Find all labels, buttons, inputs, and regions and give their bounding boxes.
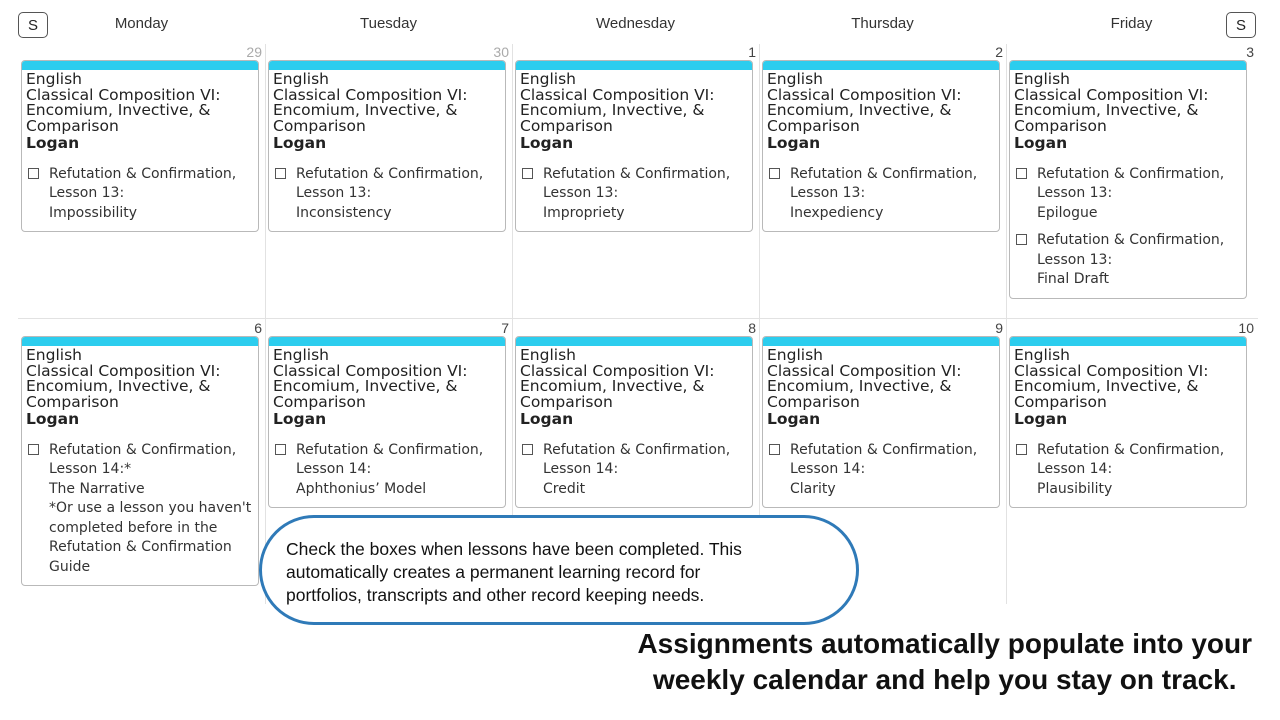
course-title-line: Classical Composition VI: bbox=[767, 85, 962, 104]
course-title-line: Encomium, Invective, & bbox=[1014, 101, 1199, 119]
column-divider bbox=[1006, 44, 1007, 604]
student-name: Logan bbox=[520, 410, 574, 428]
course-title-line: Classical Composition VI: bbox=[520, 361, 715, 380]
prev-week-button[interactable]: S bbox=[18, 12, 48, 38]
course-title-line: Comparison bbox=[520, 392, 613, 411]
date-number: 30 bbox=[493, 44, 509, 60]
card-header bbox=[1010, 346, 1246, 428]
day-header-tuesday: Tuesday bbox=[360, 15, 417, 32]
assignment-card bbox=[268, 60, 506, 232]
lesson-text-line: Refutation & Confirmation, bbox=[49, 165, 237, 182]
lesson-text-line: Refutation & Confirmation, bbox=[296, 165, 484, 182]
card-header bbox=[516, 346, 752, 428]
lesson-text-line: Inconsistency bbox=[296, 204, 392, 221]
course-title-line: Comparison bbox=[1014, 116, 1107, 135]
course-color-bar bbox=[763, 337, 999, 346]
date-number: 10 bbox=[1238, 320, 1254, 336]
subject-label: English bbox=[1014, 346, 1070, 364]
course-title-line: Classical Composition VI: bbox=[273, 85, 468, 104]
headline-line: Assignments automatically populate into your bbox=[637, 628, 1252, 659]
lesson-text-line: Refutation & Confirmation, bbox=[543, 165, 731, 182]
assignment-card bbox=[268, 336, 506, 508]
lesson-text-line: Lesson 13: bbox=[49, 185, 125, 201]
lesson-text-line: Refutation & Confirmation, bbox=[1037, 232, 1225, 248]
course-title-line: Classical Composition VI: bbox=[767, 361, 962, 380]
course-title-line: Comparison bbox=[26, 116, 119, 135]
course-title-line: Encomium, Invective, & bbox=[767, 101, 952, 119]
card-header bbox=[763, 346, 999, 428]
course-color-bar bbox=[763, 61, 999, 70]
date-number: 9 bbox=[995, 320, 1003, 336]
course-color-bar bbox=[22, 61, 258, 70]
lesson-text-line: Inexpediency bbox=[790, 204, 884, 221]
course-title-line: Classical Composition VI: bbox=[273, 361, 468, 380]
lesson-checkbox[interactable] bbox=[1016, 168, 1027, 179]
course-title-line: Comparison bbox=[26, 392, 119, 411]
lesson-checkbox[interactable] bbox=[1016, 444, 1027, 455]
course-color-bar bbox=[269, 337, 505, 346]
course-title-line: Comparison bbox=[273, 116, 366, 135]
callout-text bbox=[286, 538, 742, 607]
student-name: Logan bbox=[1014, 134, 1068, 152]
course-title-line: Comparison bbox=[767, 392, 860, 411]
course-title-line: Encomium, Invective, & bbox=[520, 101, 705, 119]
lesson-text-line: *Or use a lesson you haven't bbox=[49, 500, 252, 516]
column-divider bbox=[265, 44, 266, 604]
lesson-text-line: Refutation & Confirmation, bbox=[296, 441, 484, 458]
lesson-checkbox[interactable] bbox=[1016, 234, 1027, 245]
date-number: 1 bbox=[748, 44, 756, 60]
course-title-line: Classical Composition VI: bbox=[1014, 361, 1209, 380]
course-title-line: Comparison bbox=[1014, 392, 1107, 411]
lesson-checkbox[interactable] bbox=[275, 444, 286, 455]
date-number: 6 bbox=[254, 320, 262, 336]
date-number: 3 bbox=[1246, 44, 1254, 60]
subject-label: English bbox=[26, 346, 82, 364]
lesson-task bbox=[269, 165, 505, 224]
card-header bbox=[763, 70, 999, 152]
headline-line: weekly calendar and help you stay on track. bbox=[652, 664, 1237, 695]
lesson-text-line: Lesson 13: bbox=[1037, 185, 1113, 201]
lesson-checkbox[interactable] bbox=[28, 444, 39, 455]
assignment-card bbox=[515, 336, 753, 508]
assignment-card bbox=[515, 60, 753, 232]
subject-label: English bbox=[520, 70, 576, 88]
week-divider bbox=[18, 318, 1258, 319]
student-name: Logan bbox=[767, 134, 821, 152]
course-title-line: Classical Composition VI: bbox=[520, 85, 715, 104]
lesson-text-line: Refutation & Confirmation, bbox=[790, 441, 978, 458]
card-header bbox=[516, 70, 752, 152]
lesson-text-line: Lesson 14:* bbox=[49, 461, 132, 477]
lesson-checkbox[interactable] bbox=[769, 444, 780, 455]
lesson-text-line: Refutation & Confirmation, bbox=[1037, 441, 1225, 458]
lesson-text-line: Lesson 13: bbox=[543, 185, 619, 201]
lesson-text-line: Clarity bbox=[790, 480, 836, 497]
assignment-card bbox=[1009, 60, 1247, 299]
lesson-text-line: Plausibility bbox=[1037, 480, 1113, 497]
lesson-text-line: Lesson 14: bbox=[790, 461, 866, 477]
lesson-checkbox[interactable] bbox=[769, 168, 780, 179]
lesson-task bbox=[1010, 231, 1246, 290]
lesson-text-line: Refutation & Confirmation, bbox=[543, 441, 731, 458]
lesson-checkbox[interactable] bbox=[275, 168, 286, 179]
subject-label: English bbox=[273, 346, 329, 364]
lesson-text-line: Aphthonius’ Model bbox=[296, 480, 427, 497]
lesson-text-line: Refutation & Confirmation, bbox=[790, 165, 978, 182]
lesson-text-line: Credit bbox=[543, 480, 586, 497]
assignment-card bbox=[21, 336, 259, 586]
day-header-monday: Monday bbox=[114, 15, 169, 32]
assignment-card bbox=[1009, 336, 1247, 508]
student-name: Logan bbox=[273, 134, 327, 152]
lesson-text-line: Impropriety bbox=[543, 204, 625, 221]
lesson-text-line: Impossibility bbox=[49, 204, 138, 221]
student-name: Logan bbox=[26, 134, 80, 152]
lesson-text-line: Refutation & Confirmation bbox=[49, 539, 232, 555]
lesson-task bbox=[1010, 441, 1246, 500]
promo-headline bbox=[637, 626, 1252, 698]
day-header-friday: Friday bbox=[1110, 15, 1153, 32]
lesson-text-line: Lesson 13: bbox=[790, 185, 866, 201]
student-name: Logan bbox=[26, 410, 80, 428]
date-number: 7 bbox=[501, 320, 509, 336]
lesson-task bbox=[22, 441, 258, 578]
callout-line: Check the boxes when lessons have been completed. This bbox=[286, 539, 742, 559]
lesson-text-line: Refutation & Confirmation, bbox=[1037, 165, 1225, 182]
lesson-task bbox=[22, 165, 258, 224]
student-name: Logan bbox=[273, 410, 327, 428]
lesson-task bbox=[516, 165, 752, 224]
subject-label: English bbox=[767, 346, 823, 364]
subject-label: English bbox=[273, 70, 329, 88]
lesson-text-line: Lesson 13: bbox=[296, 185, 372, 201]
day-header-thursday: Thursday bbox=[851, 15, 914, 32]
course-title-line: Comparison bbox=[520, 116, 613, 135]
lesson-text-line: Lesson 14: bbox=[296, 461, 372, 477]
lesson-task bbox=[763, 165, 999, 224]
day-header-wednesday: Wednesday bbox=[596, 15, 675, 32]
lesson-task bbox=[516, 441, 752, 500]
course-title-line: Comparison bbox=[767, 116, 860, 135]
lesson-text-line: completed before in the bbox=[49, 519, 218, 536]
callout-line: automatically creates a permanent learning record for bbox=[286, 562, 701, 582]
lesson-text-line: Guide bbox=[49, 558, 91, 575]
lesson-text-line: Epilogue bbox=[1037, 204, 1098, 221]
card-header bbox=[22, 70, 258, 152]
subject-label: English bbox=[520, 346, 576, 364]
lesson-text-line: Lesson 14: bbox=[543, 461, 619, 477]
student-name: Logan bbox=[1014, 410, 1068, 428]
assignment-card bbox=[762, 336, 1000, 508]
date-number: 2 bbox=[995, 44, 1003, 60]
assignment-card bbox=[21, 60, 259, 232]
course-color-bar bbox=[1010, 337, 1246, 346]
course-color-bar bbox=[22, 337, 258, 346]
student-name: Logan bbox=[767, 410, 821, 428]
lesson-checkbox[interactable] bbox=[522, 168, 533, 179]
lesson-text-line: The Narrative bbox=[49, 480, 145, 497]
card-header bbox=[269, 70, 505, 152]
subject-label: English bbox=[26, 70, 82, 88]
course-title-line: Encomium, Invective, & bbox=[1014, 377, 1199, 395]
course-title-line: Encomium, Invective, & bbox=[26, 377, 211, 395]
card-header bbox=[269, 346, 505, 428]
lesson-task bbox=[1010, 165, 1246, 224]
lesson-text-line: Refutation & Confirmation, bbox=[49, 441, 237, 458]
subject-label: English bbox=[1014, 70, 1070, 88]
course-title-line: Encomium, Invective, & bbox=[767, 377, 952, 395]
student-name: Logan bbox=[520, 134, 574, 152]
course-color-bar bbox=[269, 61, 505, 70]
next-week-button[interactable]: S bbox=[1226, 12, 1256, 38]
lesson-text-line: Lesson 13: bbox=[1037, 251, 1113, 268]
course-title-line: Encomium, Invective, & bbox=[273, 377, 458, 395]
course-color-bar bbox=[516, 61, 752, 70]
callout-tip bbox=[259, 515, 859, 625]
course-title-line: Encomium, Invective, & bbox=[520, 377, 705, 395]
course-title-line: Encomium, Invective, & bbox=[273, 101, 458, 119]
lesson-task bbox=[269, 441, 505, 500]
lesson-task bbox=[763, 441, 999, 500]
course-title-line: Classical Composition VI: bbox=[26, 85, 221, 104]
lesson-checkbox[interactable] bbox=[28, 168, 39, 179]
date-number: 8 bbox=[748, 320, 756, 336]
course-color-bar bbox=[1010, 61, 1246, 70]
course-title-line: Classical Composition VI: bbox=[1014, 85, 1209, 104]
course-title-line: Encomium, Invective, & bbox=[26, 101, 211, 119]
course-color-bar bbox=[516, 337, 752, 346]
course-title-line: Comparison bbox=[273, 392, 366, 411]
lesson-text-line: Final Draft bbox=[1037, 271, 1110, 287]
course-title-line: Classical Composition VI: bbox=[26, 361, 221, 380]
date-number: 29 bbox=[246, 44, 262, 60]
card-header bbox=[1010, 70, 1246, 152]
subject-label: English bbox=[767, 70, 823, 88]
lesson-text-line: Lesson 14: bbox=[1037, 461, 1113, 477]
assignment-card bbox=[762, 60, 1000, 232]
callout-line: portfolios, transcripts and other record keeping needs. bbox=[286, 585, 705, 605]
lesson-checkbox[interactable] bbox=[522, 444, 533, 455]
card-header bbox=[22, 346, 258, 428]
